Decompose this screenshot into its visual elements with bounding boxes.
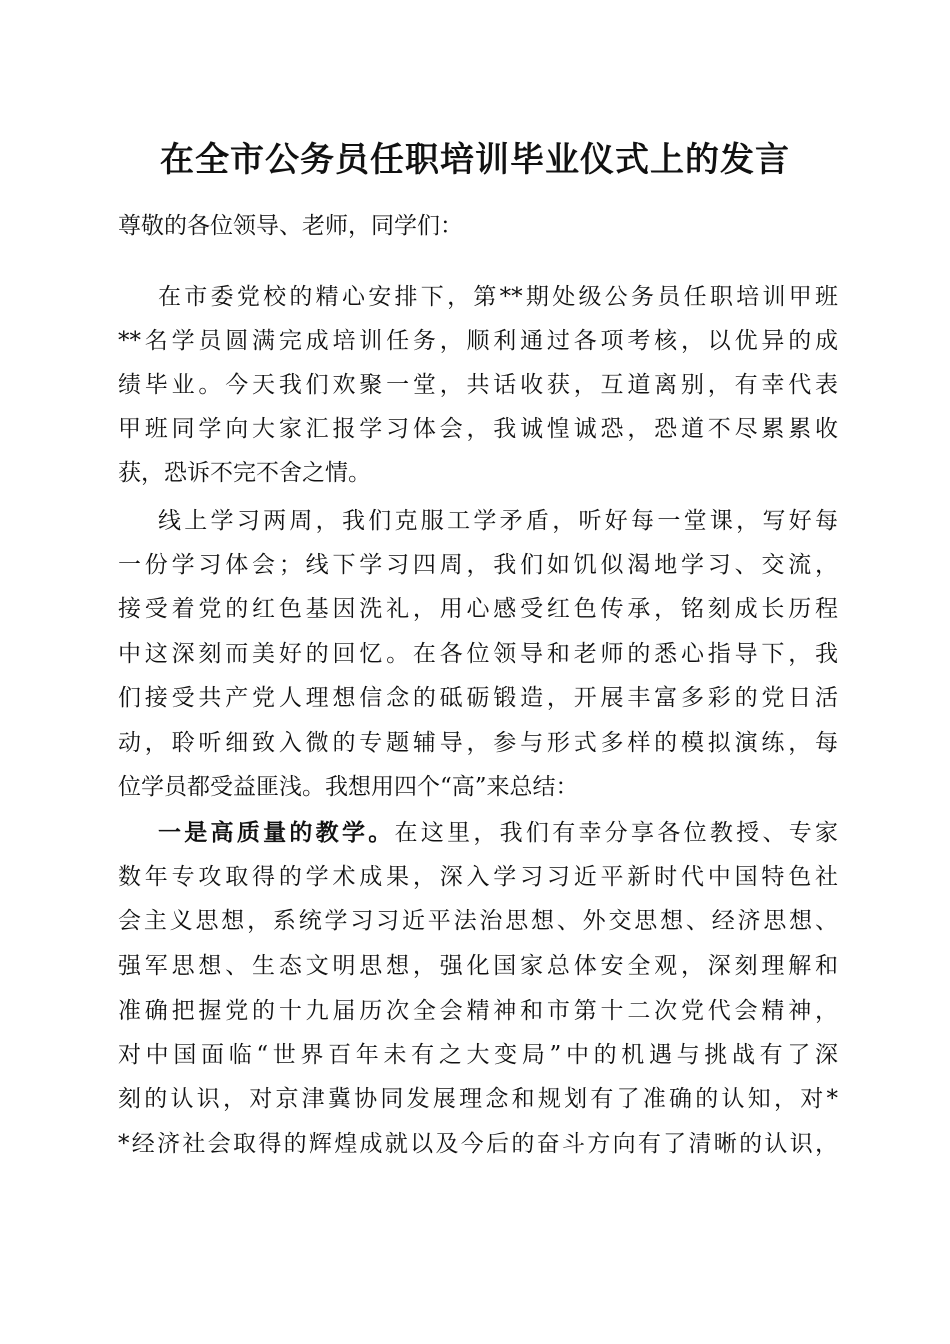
paragraph-line: 中这深刻而美好的回忆。在各位领导和老师的悉心指导下，我 [118,641,838,667]
paragraph-line: 动，聆听细致入微的专题辅导，参与形式多样的模拟演练，每 [118,730,838,756]
paragraph-line: 们接受共产党人理想信念的砥砺锻造，开展丰富多彩的党日活 [118,685,838,711]
paragraph-line: 准确把握党的十九届历次全会精神和市第十二次党代会精神， [118,998,838,1024]
paragraph-line: 位学员都受益匪浅。我想用四个“高”来总结： [118,774,579,800]
paragraph-line: 在市委党校的精心安排下，第**期处级公务员任职培训甲班 [158,284,838,310]
paragraph-line: 获，恐诉不完不舍之情。 [118,460,371,486]
paragraph-text: 在这里，我们有幸分享各位教授、专家 [394,820,839,846]
paragraph-line: *经济社会取得的辉煌成就以及今后的奋斗方向有了清晰的认识， [118,1131,838,1157]
document-title: 在全市公务员任职培训毕业仪式上的发言 [160,140,790,180]
paragraph-line: 绩毕业。今天我们欢聚一堂，共话收获，互道离别，有幸代表 [118,372,838,398]
paragraph-line: 刻的认识，对京津冀协同发展理念和规划有了准确的认知，对* [118,1086,838,1112]
paragraph-line: 对中国面临“世界百年未有之大变局”中的机遇与挑战有了深 [118,1042,838,1068]
paragraph-line: **名学员圆满完成培训任务，顺利通过各项考核，以优异的成 [118,328,838,354]
paragraph-line-with-heading [158,818,838,848]
paragraph-line: 数年专攻取得的学术成果，深入学习习近平新时代中国特色社 [118,864,838,890]
salutation: 尊敬的各位领导、老师，同学们： [118,213,463,239]
paragraph-line: 甲班同学向大家汇报学习体会，我诚惶诚恐，恐道不尽累累收 [118,416,838,442]
paragraph-line: 会主义思想，系统学习习近平法治思想、外交思想、经济思想、 [118,908,838,934]
paragraph-line: 接受着党的红色基因洗礼，用心感受红色传承，铭刻成长历程 [118,596,838,622]
paragraph-line: 强军思想、生态文明思想，强化国家总体安全观，深刻理解和 [118,953,838,979]
paragraph-line: 一份学习体会；线下学习四周，我们如饥似渴地学习、交流， [118,552,838,578]
paragraph-line: 线上学习两周，我们克服工学矛盾，听好每一堂课，写好每 [158,508,838,534]
section-heading: 一是高质量的教学。 [158,819,395,846]
